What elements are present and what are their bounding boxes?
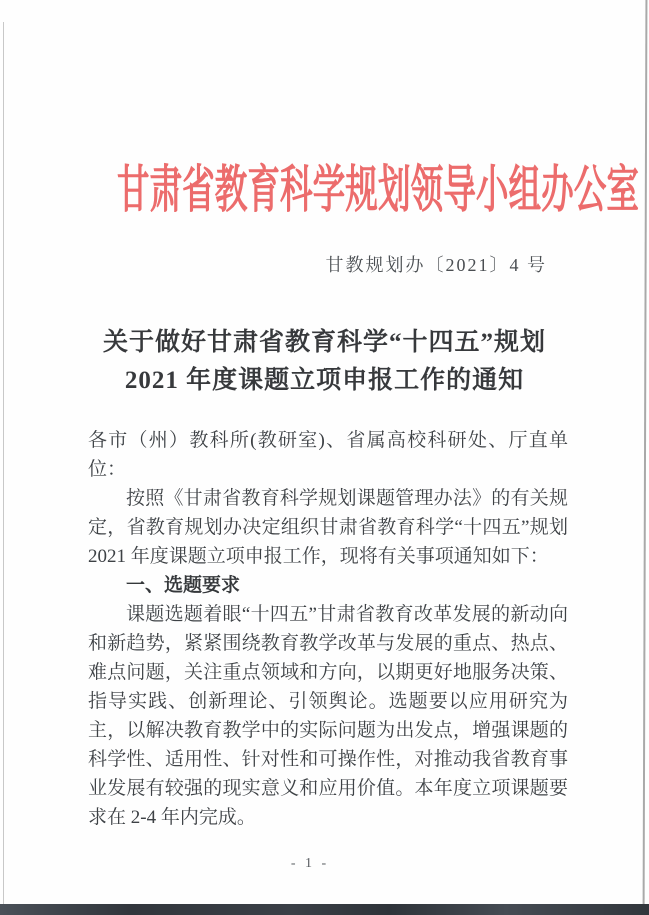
- document-title-line1: 关于做好甘肃省教育科学“十四五”规划: [102, 329, 546, 356]
- topic-requirements-paragraph: 课题选题着眼“十四五”甘肃省教育改革发展的新动向和新趋势，紧紧围绕教育教学改革与发展的重点、热点、难点问题，关注重点领域和方向，以期更好地服务决策、指导实践、创新理论、引领舆论。选题要以应用研究为主，以解决教育教学中的实际问题为出发点，增强课题的科学性、适用性、针对性和可操作性，对推动我省教育事业发展有较强的现实意义和应用价值。本年度立项课题要求在 2-4 年内完成。: [88, 604, 568, 828]
- page-edge-right: [643, 0, 648, 915]
- document-body: [88, 426, 568, 832]
- document-number: 甘教规划办〔2021〕4 号: [325, 255, 547, 275]
- page-number: - 1 -: [290, 856, 330, 871]
- document-title-line2: 2021 年度课题立项申报工作的通知: [124, 367, 525, 394]
- intro-paragraph: 按照《甘肃省教育科学规划课题管理办法》的有关规定，省教育规划办决定组织甘肃省教育科学“十四五”规划 2021 年度课题立项申报工作，现将有关事项通知如下：: [88, 488, 568, 567]
- letterhead-org-name: 甘肃省教育科学规划领导小组办公室: [116, 163, 640, 219]
- page-edge-bottom: [0, 904, 649, 915]
- salutation-line: 各市（州）教科所(教研室)、省属高校科研处、厅直单位：: [88, 430, 568, 480]
- page-edge-left: [3, 22, 4, 915]
- document-title: [0, 324, 649, 400]
- section-heading-topic-requirements: 一、选题要求: [126, 575, 241, 596]
